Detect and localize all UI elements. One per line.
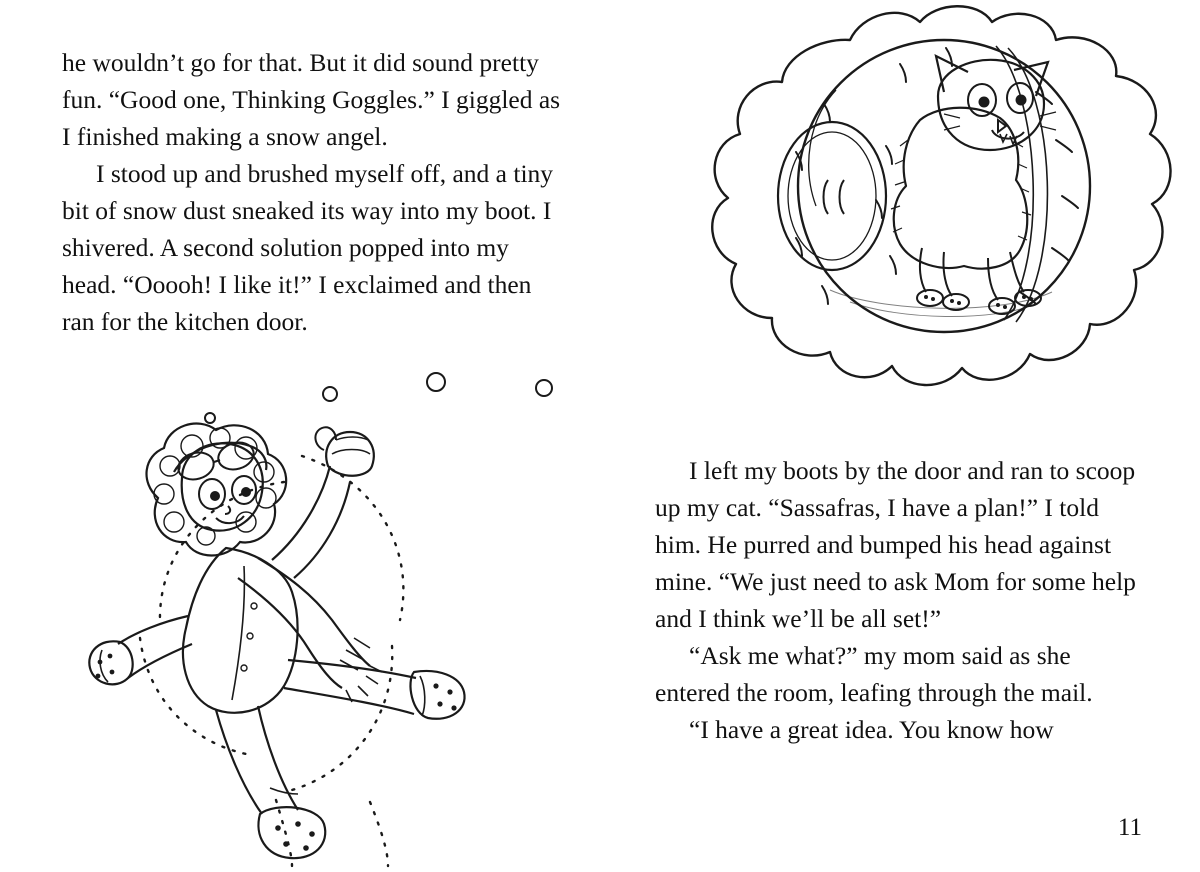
paragraph: “I have a great idea. You know how (689, 715, 1054, 744)
paragraph: I left my boots by the door and ran to scoop up my cat. “Sassafras, I have a plan!” I told him. He purred and bumped his head against mine. “We just need to ask Mom for some help and I think we’ll be all set!” (655, 456, 1136, 633)
left-text-column (62, 44, 562, 340)
paragraph: “Ask me what?” my mom said as she entered the room, leafing through the mail. (655, 641, 1093, 707)
snow-angel-illustration (40, 370, 600, 870)
page-number: 11 (1117, 814, 1142, 841)
right-text-column (655, 452, 1145, 748)
paragraph: he wouldn’t go for that. But it did sound pretty fun. “Good one, Thinking Goggles.” I giggled as I finished making a snow angel. (62, 48, 561, 151)
paragraph: I stood up and brushed myself off, and a tiny bit of snow dust sneaked its way into my boot. I shivered. A second solution popped into my head. “Ooooh! I like it!” I exclaimed and then ran for the kitchen door. (62, 159, 554, 336)
thought-bubble-illustration (600, 0, 1200, 430)
